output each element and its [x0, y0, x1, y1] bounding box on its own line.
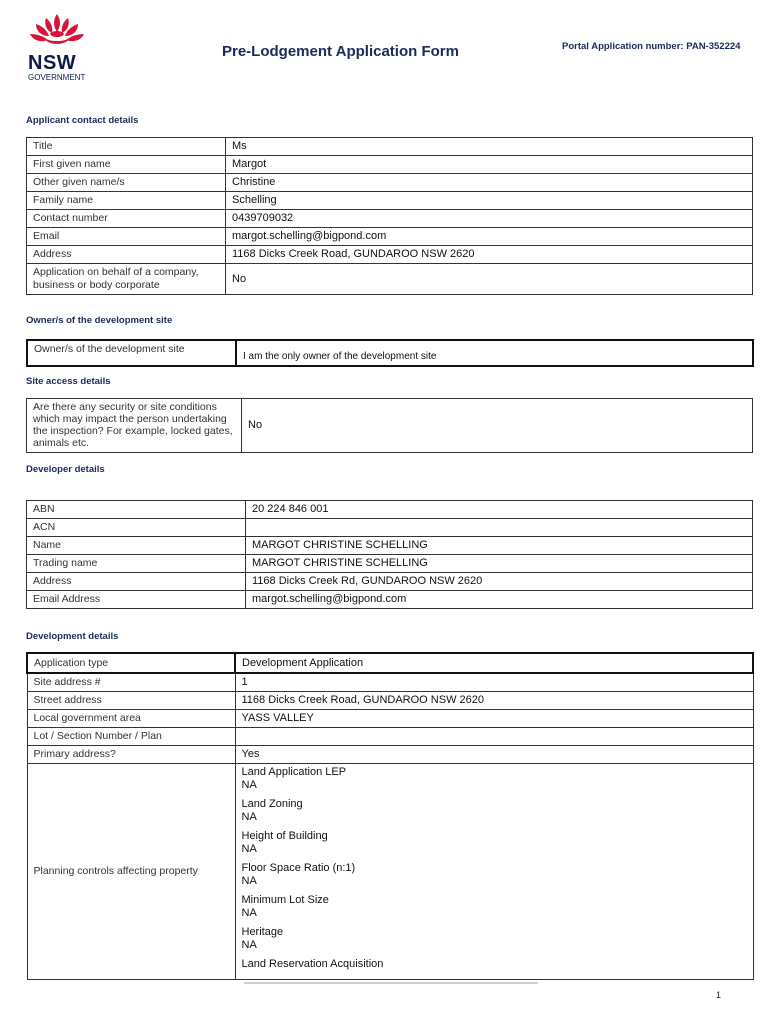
- row-label: ACN: [27, 519, 246, 537]
- row-label: ABN: [27, 501, 246, 519]
- table-row: [27, 210, 753, 228]
- planning-control-name: Land Zoning: [241, 798, 303, 810]
- planning-control-value: NA: [241, 811, 257, 823]
- row-label: Local government area: [27, 710, 235, 728]
- row-label: Title: [27, 138, 226, 156]
- row-label: Are there any security or site conditions which may impact the person undertaking the inspection? For example, locked gates, animals etc.: [27, 399, 242, 453]
- row-label: Address: [27, 246, 226, 264]
- row-value: 1168 Dicks Creek Road, GUNDAROO NSW 2620: [226, 246, 753, 264]
- row-value: margot.schelling@bigpond.com: [246, 591, 753, 609]
- table-row: [27, 746, 753, 764]
- footer-divider: [244, 982, 538, 984]
- row-value: No: [242, 399, 753, 453]
- row-value: Development Application: [235, 653, 753, 673]
- owners-table: [26, 339, 754, 367]
- development-table: [26, 652, 754, 980]
- section-heading-owners: Owner/s of the development site: [26, 315, 173, 326]
- row-label: Family name: [27, 192, 226, 210]
- row-value: 1168 Dicks Creek Rd, GUNDAROO NSW 2620: [246, 573, 753, 591]
- table-row: [27, 692, 753, 710]
- row-value: MARGOT CHRISTINE SCHELLING: [246, 537, 753, 555]
- table-row: [27, 519, 753, 537]
- planning-control-item: [242, 766, 747, 792]
- table-row: [27, 192, 753, 210]
- section-heading-developer: Developer details: [26, 464, 105, 475]
- planning-control-name: Land Reservation Acquisition: [241, 958, 384, 970]
- row-label: Address: [27, 573, 246, 591]
- table-row: [27, 555, 753, 573]
- table-row: [27, 501, 753, 519]
- table-row: [27, 174, 753, 192]
- row-value: 0439709032: [226, 210, 753, 228]
- planning-control-name: Floor Space Ratio (n:1): [241, 862, 356, 874]
- planning-control-name: Land Application LEP: [241, 766, 347, 778]
- page-title: Pre-Lodgement Application Form: [222, 43, 459, 60]
- row-value: 1: [235, 673, 753, 692]
- planning-control-value: NA: [241, 779, 257, 791]
- row-value: 1168 Dicks Creek Road, GUNDAROO NSW 2620: [235, 692, 753, 710]
- planning-control-item: [242, 830, 747, 856]
- row-value: Schelling: [226, 192, 753, 210]
- table-row: [27, 710, 753, 728]
- row-value: No: [226, 264, 753, 295]
- planning-control-name: Height of Building: [241, 830, 328, 842]
- planning-control-value: NA: [241, 939, 257, 951]
- row-value: Yes: [235, 746, 753, 764]
- planning-control-item: [242, 862, 747, 888]
- table-row: [27, 138, 753, 156]
- table-row: [27, 653, 753, 673]
- row-label: Contact number: [27, 210, 226, 228]
- planning-control-item: [242, 894, 747, 920]
- planning-control-name: Heritage: [241, 926, 284, 938]
- section-heading-site-access: Site access details: [26, 376, 111, 387]
- table-row: [27, 156, 753, 174]
- row-label: Name: [27, 537, 246, 555]
- row-label: Application on behalf of a company, business or body corporate: [27, 264, 226, 295]
- row-label: Lot / Section Number / Plan: [27, 728, 235, 746]
- row-value: YASS VALLEY: [235, 710, 753, 728]
- row-label: Trading name: [27, 555, 246, 573]
- site-access-table: [26, 398, 753, 453]
- planning-control-value: NA: [241, 875, 257, 887]
- table-row: [27, 764, 753, 980]
- row-label: Application type: [27, 653, 235, 673]
- row-value: Christine: [226, 174, 753, 192]
- row-value: Ms: [226, 138, 753, 156]
- planning-control-item: [242, 798, 747, 824]
- table-row: [27, 340, 753, 366]
- row-value: I am the only owner of the development site: [236, 340, 753, 366]
- row-label: First given name: [27, 156, 226, 174]
- table-row: [27, 228, 753, 246]
- row-label: Primary address?: [27, 746, 235, 764]
- row-value: 20 224 846 001: [246, 501, 753, 519]
- table-row: [27, 728, 753, 746]
- row-label: Other given name/s: [27, 174, 226, 192]
- planning-control-name: Minimum Lot Size: [241, 894, 329, 906]
- table-row: [27, 591, 753, 609]
- section-heading-applicant: Applicant contact details: [26, 115, 139, 126]
- row-value: margot.schelling@bigpond.com: [226, 228, 753, 246]
- section-heading-development: Development details: [26, 631, 119, 642]
- planning-control-value: NA: [241, 907, 257, 919]
- page-number: 1: [716, 990, 722, 1000]
- planning-controls-list: [235, 764, 753, 980]
- row-value: Margot: [226, 156, 753, 174]
- table-row: [27, 264, 753, 295]
- logo-nsw-text: NSW: [28, 52, 77, 74]
- planning-control-item: [242, 958, 747, 971]
- table-row: [27, 673, 753, 692]
- portal-application-number: Portal Application number: PAN-352224: [562, 41, 741, 52]
- table-row: [27, 246, 753, 264]
- planning-controls-label: Planning controls affecting property: [27, 764, 235, 980]
- planning-control-value: NA: [241, 843, 257, 855]
- table-row: [27, 573, 753, 591]
- row-value: [246, 519, 753, 537]
- logo-government-text: GOVERNMENT: [28, 73, 86, 82]
- row-value: [235, 728, 753, 746]
- developer-table: [26, 500, 753, 609]
- applicant-table: [26, 137, 753, 295]
- planning-control-item: [242, 926, 747, 952]
- row-label: Email Address: [27, 591, 246, 609]
- row-label: Site address #: [27, 673, 235, 692]
- table-row: [27, 399, 753, 453]
- row-label: Street address: [27, 692, 235, 710]
- row-value: MARGOT CHRISTINE SCHELLING: [246, 555, 753, 573]
- row-label: Owner/s of the development site: [27, 340, 236, 366]
- row-label: Email: [27, 228, 226, 246]
- table-row: [27, 537, 753, 555]
